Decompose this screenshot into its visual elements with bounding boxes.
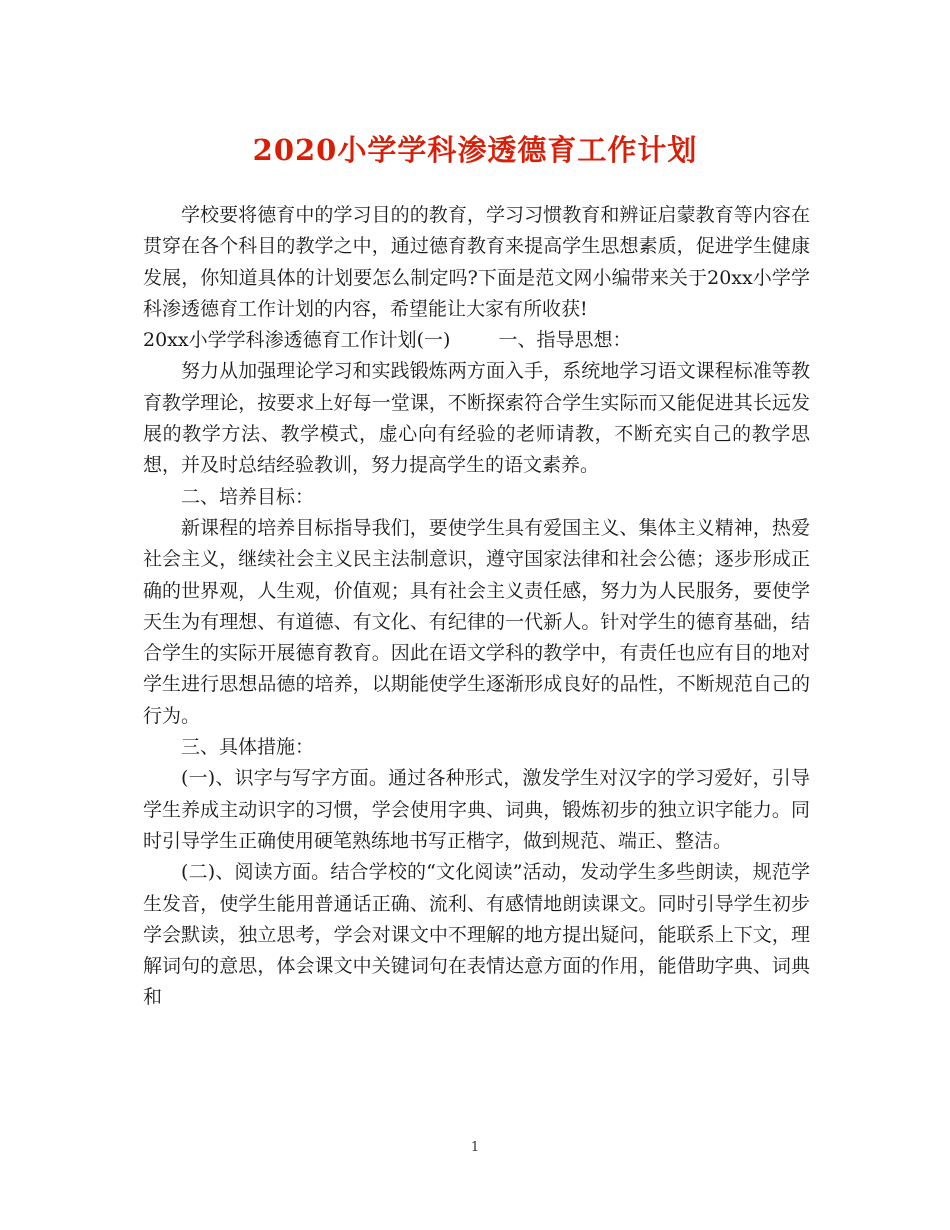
measure1-paragraph: (一)、识字与写字方面。通过各种形式，激发学生对汉字的学习爱好，引导学生养成主动识字的习惯，学会使用字典、词典，锻炼初步的独立识字能力。同时引导学生正确使用硬笔熟练地书写正楷字，做到规范、端正、整洁。 (143, 767, 810, 852)
document-title: 2020小学学科渗透德育工作计划 (252, 133, 698, 167)
measure2-paragraph: (二)、阅读方面。结合学校的“文化阅读”活动，发动学生多些朗读，规范学生发音，使学生能用普通话正确、流利、有感情地朗读课文。同时引导学生初步学会默读，独立思考，学会对课文中不理解的地方提出疑问，能联系上下文，理解词句的意思，体会课文中关键词句在表情达意方面的作用，能借助字典、词典和 (143, 861, 810, 1009)
section1-paragraph: 努力从加强理论学习和实践锻炼两方面入手，系统地学习语文课程标准等教育教学理论，按要求上好每一堂课，不断探索符合学生实际而又能促进其长远发展的教学方法、教学模式，虚心向有经验的老师请教，不断充实自己的教学思想，并及时总结经验教训，努力提高学生的语文素养。 (143, 360, 810, 477)
document-body (143, 200, 810, 1014)
page-number: 1 (470, 1140, 480, 1155)
intro-paragraph: 学校要将德育中的学习目的的教育，学习习惯教育和辨证启蒙教育等内容在贯穿在各个科目的教学之中，通过德育教育来提高学生思想素质，促进学生健康发展，你知道具体的计划要怎么制定吗?下面是范文网小编带来关于20xx小学学科渗透德育工作计划的内容，希望能让大家有所收获! (143, 204, 810, 320)
plan-heading: 20xx小学学科渗透德育工作计划(一) (143, 329, 451, 352)
plan-heading-line (143, 325, 810, 356)
section2-paragraph: 新课程的培养目标指导我们，要使学生具有爱国主义、集体主义精神，热爱社会主义，继续社会主义民主法制意识，遵守国家法律和社会公德；逐步形成正确的世界观，人生观，价值观；具有社会主义责任感，努力为人民服务，要使学天生为有理想、有道德、有文化、有纪律的一代新人。针对学生的德育基础，结合学生的实际开展德育教育。因此在语文学科的教学中，有责任也应有目的地对学生进行思想品德的培养，以期能使学生逐渐形成良好的品性，不断规范自己的行为。 (143, 516, 810, 727)
section1-heading: 一、指导思想： (498, 329, 632, 352)
section3-heading: 三、具体措施： (181, 736, 315, 759)
section2-heading: 二、培养目标： (181, 485, 315, 508)
